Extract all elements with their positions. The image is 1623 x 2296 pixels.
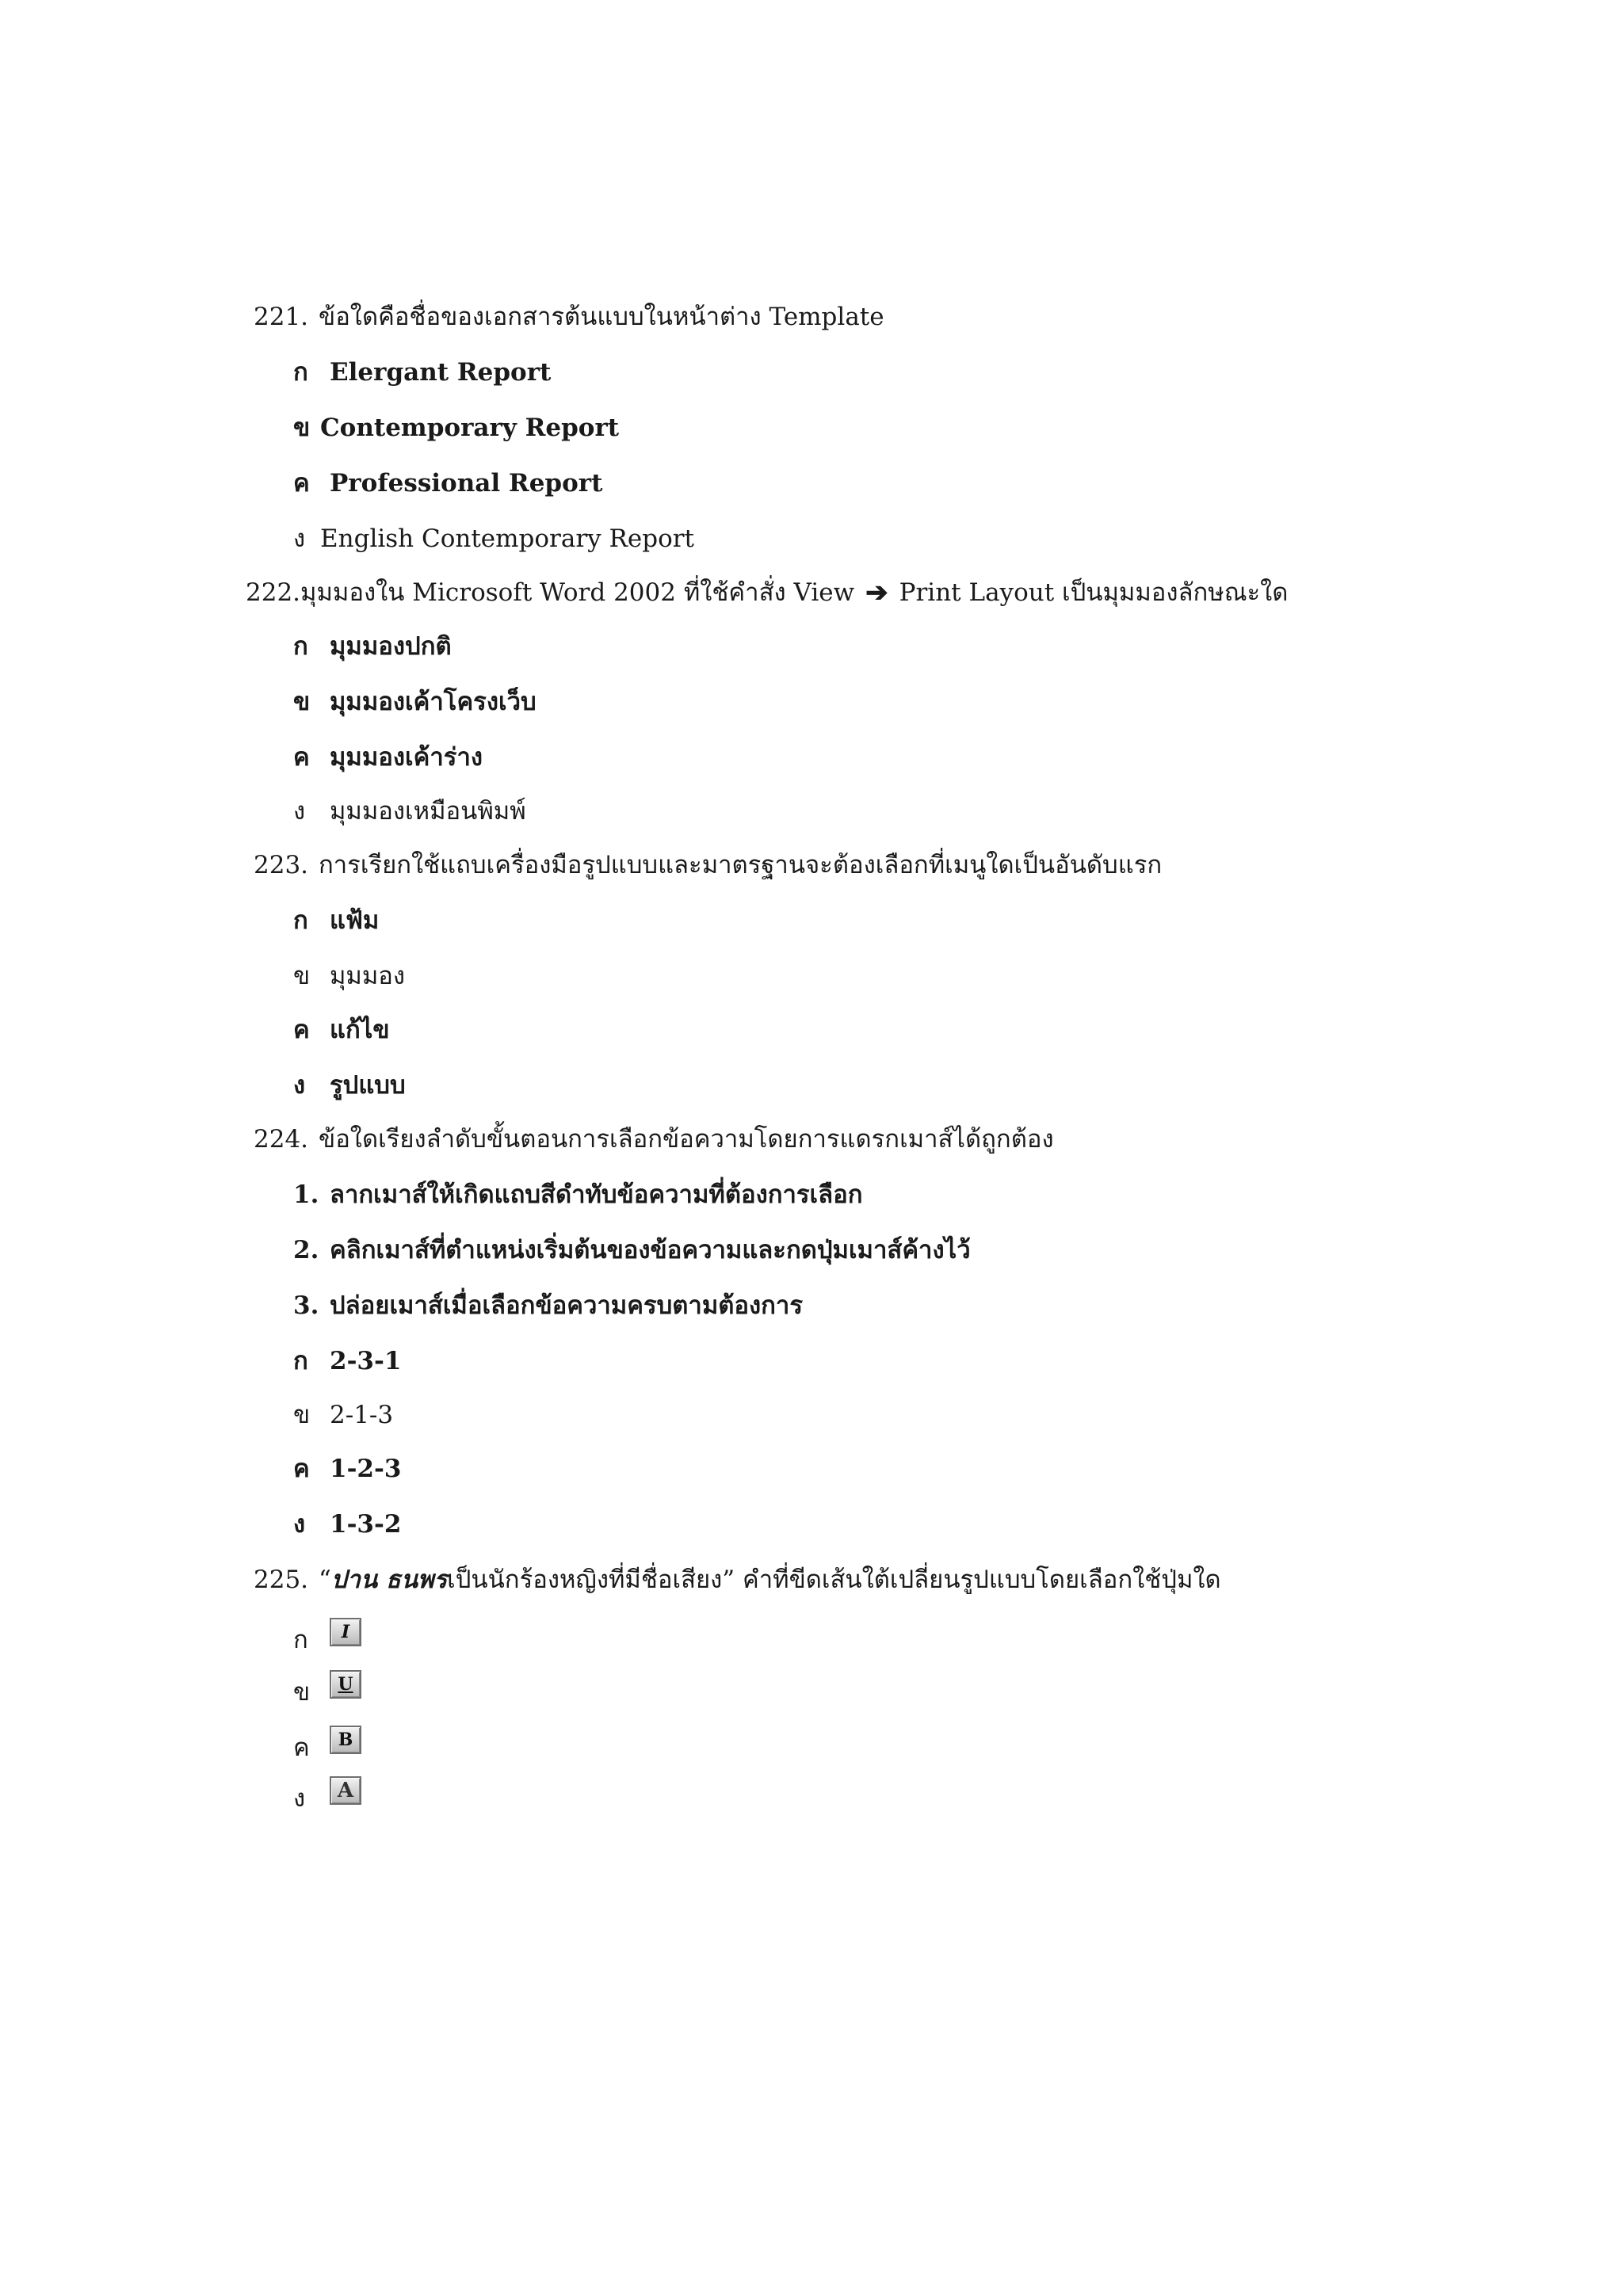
italic-button-icon: I: [330, 1618, 361, 1646]
option-224-a: [293, 1345, 401, 1377]
step-text: ปล่อยเมาส์เมื่อเลือกข้อความครบตามต้องการ: [330, 1291, 803, 1320]
option-222-b: [293, 686, 537, 718]
option-text: รูปแบบ: [330, 1071, 406, 1100]
option-letter: ข: [293, 688, 311, 716]
option-222-a: [293, 631, 452, 662]
option-text: 2-3-1: [330, 1347, 402, 1375]
option-letter: ค: [293, 1016, 310, 1044]
option-221-c: [293, 467, 602, 499]
option-225-b: [293, 1669, 361, 1707]
option-223-b: [293, 960, 405, 992]
option-223-a: [293, 905, 379, 936]
option-222-d: [293, 795, 526, 827]
question-text-rest: เป็นนักร้องหญิงที่มีชื่อเสียง” คำที่ขีดเส้นใต้เปลี่ยนรูปแบบโดยเลือกใช้ปุ่มใด: [447, 1566, 1221, 1594]
option-text: แฟ้ม: [330, 906, 380, 935]
option-letter: ง: [293, 1071, 306, 1100]
question-text: ข้อใดคือชื่อของเอกสารต้นแบบในหน้าต่าง Template: [319, 303, 884, 331]
option-letter: ข: [293, 962, 311, 990]
option-text: มุมมองเค้าโครงเว็บ: [330, 688, 537, 716]
arrow-right-icon: ➔: [865, 577, 888, 608]
option-224-b: [293, 1399, 393, 1431]
question-number: 224.: [254, 1125, 309, 1154]
option-text: 1-2-3: [330, 1455, 402, 1483]
option-224-d: [293, 1508, 401, 1540]
option-text: มุมมองเค้าร่าง: [330, 743, 483, 772]
option-text: 1-3-2: [330, 1510, 402, 1539]
font-color-button-icon: A: [330, 1776, 361, 1805]
question-number: 222.: [246, 578, 301, 607]
option-text: แก้ไข: [330, 1016, 390, 1044]
option-text: English Contemporary Report: [320, 524, 695, 553]
option-letter: ข: [293, 1678, 311, 1707]
question-text: ข้อใดเรียงลำดับขั้นตอนการเลือกข้อความโดยการแดรกเมาส์ได้ถูกต้อง: [319, 1125, 1054, 1154]
option-letter: ก: [293, 1626, 308, 1654]
question-number: 225.: [254, 1566, 309, 1594]
emphasis-text: ปาน ธนพร: [330, 1566, 448, 1594]
option-text: Professional Report: [330, 469, 603, 498]
question-223: [254, 849, 1162, 881]
step-number: 2.: [293, 1236, 319, 1264]
option-text: Elergant Report: [330, 358, 552, 387]
option-letter: ง: [293, 524, 306, 553]
option-text: มุมมองปกติ: [330, 632, 452, 661]
option-225-c: [293, 1724, 361, 1762]
option-text: มุมมอง: [330, 962, 406, 990]
option-letter: ง: [293, 1510, 306, 1539]
option-221-a: [293, 357, 551, 388]
question-number: 223.: [254, 851, 309, 879]
option-221-b: [293, 412, 619, 444]
question-221: [254, 301, 884, 333]
option-letter: ก: [293, 632, 308, 661]
quote-open: “: [319, 1566, 331, 1594]
option-text: 2-1-3: [330, 1401, 394, 1429]
option-225-a: [293, 1616, 361, 1654]
option-letter: ข: [293, 414, 311, 442]
option-letter: ข: [293, 1401, 311, 1429]
option-letter: ค: [293, 469, 310, 498]
option-221-d: [293, 523, 694, 555]
option-224-c: [293, 1453, 401, 1485]
underline-button-icon: U: [330, 1670, 361, 1699]
question-number: 221.: [254, 303, 309, 331]
option-letter: ก: [293, 1347, 308, 1375]
question-text-before: มุมมองใน Microsoft Word 2002 ที่ใช้คำสั่ง View: [300, 578, 855, 607]
option-letter: ง: [293, 797, 306, 826]
step-number: 1.: [293, 1180, 319, 1209]
question-text-after: Print Layout เป็นมุมมองลักษณะใด: [899, 578, 1289, 607]
option-text: มุมมองเหมือนพิมพ์: [330, 797, 526, 826]
question-222: [246, 577, 1288, 608]
step-224-1: [293, 1179, 863, 1211]
option-letter: ค: [293, 1455, 310, 1483]
step-224-3: [293, 1290, 803, 1322]
option-letter: ก: [293, 358, 308, 387]
option-letter: ก: [293, 906, 308, 935]
question-225: [254, 1564, 1221, 1596]
bold-button-icon: B: [330, 1726, 361, 1754]
option-letter: ค: [293, 1733, 310, 1762]
step-224-2: [293, 1234, 971, 1266]
step-text: ลากเมาส์ให้เกิดแถบสีดำทับข้อความที่ต้องการเลือก: [330, 1180, 863, 1209]
step-number: 3.: [293, 1291, 319, 1320]
option-225-d: [293, 1775, 361, 1813]
option-222-c: [293, 742, 483, 773]
option-letter: ค: [293, 743, 310, 772]
option-text: Contemporary Report: [320, 414, 620, 442]
step-text: คลิกเมาส์ที่ตำแหน่งเริ่มต้นของข้อความและกดปุ่มเมาส์ค้างไว้: [330, 1236, 971, 1264]
question-224: [254, 1123, 1054, 1155]
option-letter: ง: [293, 1784, 306, 1813]
option-223-c: [293, 1014, 390, 1046]
question-text: การเรียกใช้แถบเครื่องมือรูปแบบและมาตรฐานจะต้องเลือกที่เมนูใดเป็นอันดับแรก: [319, 851, 1163, 879]
option-223-d: [293, 1070, 406, 1101]
